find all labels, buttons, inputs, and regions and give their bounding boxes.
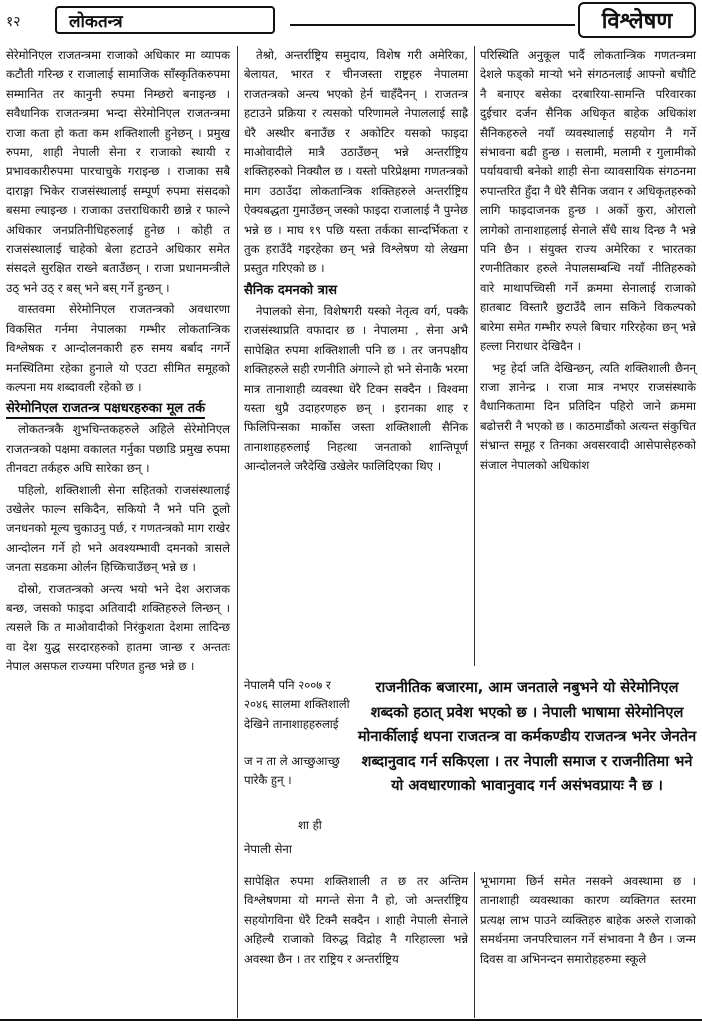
paragraph: तेश्रो, अन्तर्राष्ट्रिय समुदाय, विशेष गरी अमेरिका, बेलायत, भारत र चीनजस्ता राष्ट्रहरु नेपालमा राजतन्त्रको अन्त्य भएको हेर्न चाहँदैनन् । राजतन्त्र हटाउने प्रक्रिया र त्यसको परिणामले नेपाललाई साह्रै धेरै अस्थीर बनाउँछ र अकोटिर यसको फाइदा माओवादीले मात्रै उठाउँछन् भन्ने अन्तर्राष्ट्रिय शक्तिहरुको निक्यौल छ । यस्तो परिप्रेक्षमा गणतन्त्रको माग उठाउँदा लोकतान्त्रिक शक्तिहरुले अन्तर्राष्ट्रिय ऐक्यबद्धता गुमाउँछन् जस्को फाइदा राजालाई नै पुग्नेछ भन्ने छ । माघ १९ पछि यस्ता तर्कका सान्दर्भिकता र तुक हराउँदै गइरहेका छन् भन्ने विश्लेषण यो लेखमा प्रस्तुत गरिएको छ । [244, 48, 468, 276]
paragraph-fragment: शा ही [298, 818, 322, 832]
header-rule [290, 24, 575, 26]
paragraph: नेपालको सेना, विशेषगरी यस्को नेतृत्व वर्ग, पक्कै राजसंस्थाप्रति वफादार छ । नेपालमा , सेना अभै सापेक्षित रुपमा शक्तिशाली पनि छ । तर जनपक्षीय शक्तिहरुले सही रणनीति अंगाल्ने हो भने सेनाकै भरमा मात्र तानाशाही व्यवस्था धेरै टिक्न सक्दैन । विश्वमा यस्ता थुप्रै उदाहरणहरु छन् । इरानका शाह र फिलिपिन्सका मार्कोस जस्ता शक्तिशाली सैनिक तानाशाहहरुलाई निहत्था जनताको शान्तिपूर्ण आन्दोलनले जरैदेखि उखेलेर फालिदिएका थिए । [244, 303, 468, 474]
paragraph-fragment: नेपाली सेना [244, 842, 292, 856]
column-divider [237, 46, 238, 1018]
paragraph: सापेक्षित रुपमा शक्तिशाली त छ तर अन्तिम विश्लेषणमा यो मगन्ते सेना नै हो, जो अन्तर्राष्ट्रिय सहयोगविना धेरै टिक्नै सक्दैन । शाही नेपाली सेनाले अहिल्यै राजाको विरुद्ध विद्रोह नै गरिहाल्ला भन्ने अवस्था छैन । तर राष्ट्रिय र अन्तर्राष्ट्रिय [244, 874, 468, 966]
paragraph-fragment: नेपालमै पनि २००७ र २०४६ सालमा शक्तिशाली देखिने तानाशाहहरुलाई [244, 678, 350, 731]
article-column-1 [6, 46, 230, 679]
paragraph-fragment: ज न ता ले आच्छुआच्छु पारेकै हुन् । [244, 754, 340, 788]
article-column-2-continued [244, 872, 468, 971]
page-number: १२ [6, 14, 21, 30]
article-column-3-continued [480, 872, 696, 971]
column-divider [474, 872, 475, 1018]
paragraph: परिस्थिति अनुकूल पार्दै लोकतान्त्रिक गणतन्त्रमा देशले फड्को मार्‍यो भने संगठनलाई आफ्नो बचौटि नै बनाएर बसेका दरबारिया-सामन्ति परिवारका दुईचार दर्जन सैनिक अधिकृत बाहेक अधिकांश सैनिकहरुले नयाँ व्यवस्थालाई सहयोग नै गर्ने संभावना बढी हुन्छ । सलामी, मलामी र गुलामीको पर्यायवाची बनेको शाही सेना व्यावसायिक संगठनमा रुपान्तरित हुँदा नै धेरै सैनिक जवान र अधिकृतहरुको लागि फाइदाजनक हुन्छ । अर्को कुरा, ओरालो लागेको तानाशाहलाई सेनाले सँधै साथ दिन्छ नै भन्ने पनि छैन । संयुक्त राज्य अमेरिका र भारतका रणनीतिकार हरुले नेपालसम्बन्धि नयाँ नीतिहरुको वारे माथापच्चिसी गर्ने क्रममा सेनालाई राजाको हातबाट विस्तारै छुटाउँदै लान सकिने विकल्पको बारेमा समेत गम्भीर रुपले बिचार गरिरहेका छन् भन्ने हल्ला निराधार देखिदैन । [480, 48, 696, 354]
subheading: सैनिक दमनको त्रास [244, 282, 337, 298]
paragraph: सेरेमोनिएल राजतन्त्रमा राजाको अधिकार मा व्यापक कटौती गरिन्छ र राजालाई सामाजिक साँस्कृतिकरुपमा सम्मानित तर कानुनी रुपमा निम्छरो बनाइन्छ । सवैधानिक राजतन्त्रमा भन्दा सेरेमोनिएल राजतन्त्रमा राजा कता हो कता कम शक्तिशाली हुनेछन् । प्रमुख रुपमा, शाही नेपाली सेना र राजाको स्थायी र प्रभावकारीरुपमा पारचाचुके गराइन्छ । राजाका सबै दाराङ्गा भिकेर राजसंस्थालाई सम्पूर्ण रुपमा संसदको बसमा ल्याइन्छ । राजाका उत्तराधिकारी छान्ने र फाल्ने अधिकार जनप्रतिनीधिहरुलाई हुनेछ । कोही त राजसंस्थालाई चाहेको बेला हटाउने अधिकार समेत संसदले सुरक्षित राख्ने बताउँछन् । राजा प्रधानमन्त्रीले उठ् भने उठ् र बस् भने बस् गर्ने हुन्छन् । [6, 48, 230, 295]
article-column-3 [480, 46, 696, 477]
paragraph: भट्ट हेर्दा जति देखिन्छन्, त्यति शक्तिशाली छैनन् राजा ज्ञानेन्द्र । राजा मात्र नभएर राजसंस्थाके वैधानिकतामा दिन प्रतिदिन पहिरो जाने क्रममा बढोत्तरी नै भएको छ । काठमाडौंको अत्यन्त संकुचित संभ्रान्त समूह र तिनका अवसरवादी आसेपासेहरुको संजाल नेपालको अधिकांश [480, 360, 696, 472]
subheading-text: सेरेमोनिएल राजतन्त्र पक्षधरहरुका मूल तर्क [6, 401, 205, 419]
paragraph: वास्तवमा सेरेमोनिएल राजतन्त्रको अवधारणा विकसित गर्नमा नेपालका गम्भीर लोकतान्त्रिक विश्लेषक र आन्दोलनकारी हरु समय बर्बाद नगर्ने मनस्थितिमा रहेका हुनाले यो एउटा सीमित समूहको कल्पना मय शब्दावली रहेको छ । [6, 302, 230, 394]
paragraph: दोस्रो, राजतन्त्रको अन्त्य भयो भने देश अराजक बन्छ, जसको फाइदा अतिवादी शक्तिहरुले लिन्छन् । त्यसले कि त माओवादीको निरंकुशता देशमा लादिन्छ वा देश युद्ध सरदारहरुको हातमा जान्छ र अन्ततः नेपाल असफल राज्यमा परिणत हुन्छ भन्ने छ । [6, 581, 230, 674]
page-header [0, 0, 702, 46]
paragraph: पहिलो, शक्तिशाली सेना सहितको राजसंस्थालाई उखेलेर फाल्न सकिदैन, सकियो नै भने पनि ठूलो जनधनको मूल्य चुकाउनु पर्छ, र गणतन्त्रको माग राखेर आन्दोलन गर्ने हो भने अवश्यम्भावी दमनको त्रासले जनता सडकमा ओर्लन हिच्किचाउँछन् भन्ने छ । [6, 482, 230, 575]
category-label: विश्लेषण [578, 2, 696, 38]
paragraph: लोकतन्त्रकै शुभचिन्तकहरुले अहिले सेरेमोनिएल राजतन्त्रको पक्षमा वकालत गर्नुका पछाडि प्रमुख रुपमा तीनवटा तर्कहरु अघि सारेका छन् । [6, 422, 230, 476]
column-divider [474, 46, 475, 666]
subheading [6, 399, 230, 418]
section-title: लोकतन्त्र [55, 6, 275, 34]
paragraph: भूभागमा छिर्न समेत नसक्ने अवस्थामा छ । तानाशाही व्यवस्थाका कारण व्यक्तिगत स्तरमा प्रत्यक्ष लाभ पाउने व्यक्तिहरु बाहेक अरुले राजाको समर्थनमा जनपरिचालन गर्ने संभावना नै छैन । जन्म दिवस वा अभिनन्दन समारोहहरुमा स्कूले [480, 874, 696, 966]
footer-rule [0, 1019, 702, 1021]
article-column-2 [244, 46, 468, 479]
pull-quote: राजनीतिक बजारमा, आम जनताले नबुभने यो सेरेमोनिएल शब्दको हठात् प्रवेश भएको छ । नेपाली भाषामा सेरेमोनिएल मोनार्कीलाई थपना राजतन्त्र वा कर्मकण्डीय राजतन्त्र भनेर जेनतेन शब्दानुवाद गर्न सकिएला । तर नेपाली समाज र राजनीतिमा भने यो अवधारणाको भावानुवाद गर्न असंभवप्रायः नै छ । [357, 679, 697, 795]
